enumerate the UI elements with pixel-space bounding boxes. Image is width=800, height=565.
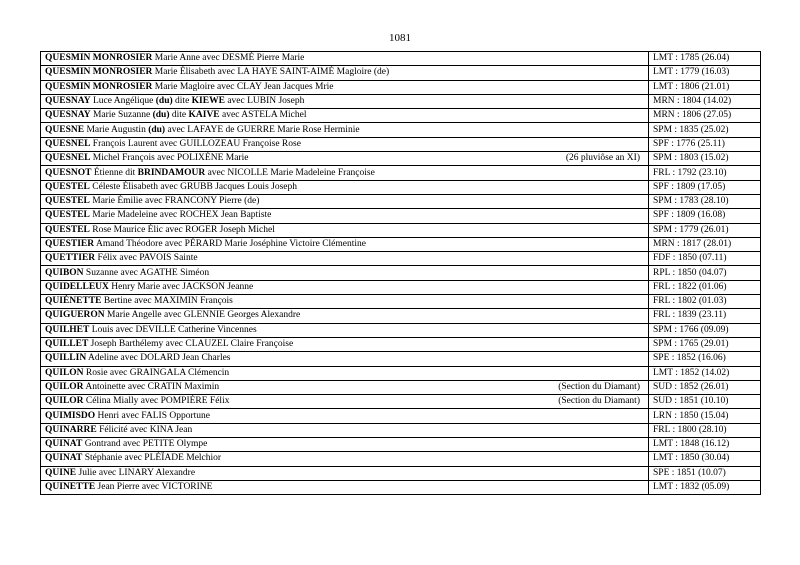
entry-text: Antoinette avec CRATIN Maximin [83,381,220,392]
reference-cell: LMT : 1832 (05.09) [649,480,761,494]
reference-cell: FRL : 1792 (23.10) [649,166,761,180]
entry-cell [41,109,649,123]
surname: QUILOR [45,396,84,407]
entry-text: Gontrand avec PETITE Olympe [82,439,208,450]
table-row [41,480,761,494]
surname: QUILLIN [45,353,87,364]
reference-cell: MRN : 1804 (14.02) [649,94,761,108]
entry-text: Rose Maurice Élic avec ROGER Joseph Michel [89,224,275,235]
entry-cell [41,309,649,323]
table-row [41,323,761,337]
reference-cell: FRL : 1802 (01.03) [649,295,761,309]
entry-note: (Section du Diamant) [558,396,640,407]
reference-cell: FRL : 1839 (23.11) [649,309,761,323]
entry-text: Marie Émilie avec FRANCONY Pierre (de) [89,196,260,207]
entry-text: Louis avec DEVILLE Catherine Vincennes [89,324,257,335]
reference-cell: SPF : 1809 (16.08) [649,209,761,223]
surname: QUIBON [45,267,84,278]
entry-text: François Laurent avec GUILLOZEAU Françoise Rose [90,138,301,149]
reference-cell: SPM : 1835 (25.02) [649,123,761,137]
table-row [41,252,761,266]
reference-cell: LMT : 1779 (16.03) [649,66,761,80]
surname: QUESMIN MONROSIER [45,53,153,64]
surname: QUILLET [45,339,89,350]
reference-cell: RPL : 1850 (04.07) [649,266,761,280]
table-row [41,223,761,237]
surname: QUESTIER [45,239,95,249]
table-row [41,209,761,223]
table-row [41,52,761,66]
table-row [41,137,761,151]
entry-text: Jean Pierre avec VICTORINE [95,482,213,493]
reference-cell: SUD : 1852 (26.01) [649,380,761,394]
reference-cell: SPM : 1765 (29.01) [649,337,761,351]
entry-text: Amand Théodore avec PÉRARD Marie Joséphine Victoire Clémentine [94,239,366,249]
reference-cell: LMT : 1850 (30.04) [649,452,761,466]
entry-cell [41,352,649,366]
entry-cell [41,194,649,208]
entry-note: (26 pluviôse an XI) [565,153,640,164]
reference-cell: SPE : 1852 (16.06) [649,352,761,366]
reference-cell: FDF : 1850 (07.11) [649,252,761,266]
entry-text: Marie Élisabeth avec LA HAYE SAINT-AIMÉ Magloire (de) [152,67,390,78]
table-row [41,452,761,466]
entry-cell [41,438,649,452]
surname: QUILHET [45,324,90,335]
entry-cell [41,423,649,437]
table-row [41,352,761,366]
reference-cell: SPM : 1783 (28.10) [649,194,761,208]
table-row [41,237,761,251]
entry-text: Julie avec LINARY Alexandre [76,467,196,478]
reference-cell: MRN : 1817 (28.01) [649,237,761,251]
table-row [41,123,761,137]
surname: QUESTEL [45,181,90,192]
entry-cell [41,137,649,151]
entry-cell [41,452,649,466]
reference-cell: MRN : 1806 (27.05) [649,109,761,123]
reference-cell: LMT : 1806 (21.01) [649,80,761,94]
table-row [41,366,761,380]
reference-cell: SPF : 1776 (25.11) [649,137,761,151]
page-number: 1081 [389,32,411,44]
entry-text: Luce Angélique (du) dite KIEWE avec LUBIN Joseph [90,96,305,107]
surname: QUESNEL [45,138,91,149]
table-row [41,380,761,394]
surname: QUESTEL [45,210,90,221]
entry-note: (Section du Diamant) [558,381,640,392]
entry-cell [41,380,649,394]
entry-cell [41,237,649,251]
table-row [41,80,761,94]
entry-text: Marie Angelle avec GLENNIE Georges Alexandre [104,310,301,321]
entry-text: Rosie avec GRAINGALA Clémencin [83,367,230,378]
surname: QUINAT [45,453,83,464]
table-row [41,66,761,80]
table-row [41,466,761,480]
reference-cell: FRL : 1822 (01.06) [649,280,761,294]
surname: QUINE [45,467,77,478]
entry-text: Félicité avec KINA Jean [96,424,193,435]
table-row [41,409,761,423]
entry-text: Étienne dit BRINDAMOUR avec NICOLLE Marie Madeleine Françoise [91,167,375,178]
entry-cell [41,480,649,494]
table-row [41,166,761,180]
reference-cell: SUD : 1851 (10.10) [649,395,761,409]
surname: QUESTEL [45,224,90,235]
reference-cell: SPM : 1779 (26.01) [649,223,761,237]
entry-text: Michel François avec POLIXÈNE Marie [90,153,249,164]
entry-cell [41,337,649,351]
table-row [41,94,761,108]
surname: QUESTEL [45,196,90,207]
surname: QUIÉNETTE [45,296,102,307]
table-row [41,337,761,351]
surname: QUESNAY [45,96,91,107]
surname: QUESNAY [45,110,91,121]
table-row [41,295,761,309]
reference-cell: SPE : 1851 (10.07) [649,466,761,480]
entry-cell [41,280,649,294]
entry-cell [41,395,649,409]
reference-cell: LRN : 1850 (15.04) [649,409,761,423]
surname: QUESNE [45,124,85,135]
entry-text: Marie Augustin (du) avec LAFAYE de GUERRE Marie Rose Herminie [84,124,360,135]
entry-text: Bertine avec MAXIMIN François [101,296,233,307]
entry-text: Céleste Élisabeth avec GRUBB Jacques Louis Joseph [89,181,298,192]
table-row [41,423,761,437]
surname: QUIGUERON [45,310,105,321]
entry-cell [41,266,649,280]
entry-cell [41,466,649,480]
surname: QUIMISDO [45,410,96,421]
entry-text: Henri avec FALIS Opportune [95,410,211,421]
surname: QUETTIER [45,253,96,264]
reference-cell: LMT : 1852 (14.02) [649,366,761,380]
surname: QUINAT [45,439,83,450]
table-row [41,395,761,409]
marriage-registry-table [40,51,761,495]
entry-cell [41,52,649,66]
entry-cell [41,180,649,194]
entry-text: Marie Anne avec DESMÉ Pierre Marie [152,53,305,64]
entry-cell [41,80,649,94]
entry-text: Marie Suzanne (du) dite KAIVE avec ASTELA Michel [90,110,307,121]
entry-text: Joseph Barthélemy avec CLAUZEL Claire Françoise [88,339,294,350]
surname: QUESNOT [45,167,92,178]
entry-cell [41,252,649,266]
surname: QUILON [45,367,84,378]
surname: QUINARRE [45,424,97,435]
reference-cell: LMT : 1785 (26.04) [649,52,761,66]
entry-text: Marie Magloire avec CLAY Jean Jacques Mrie [152,81,334,92]
entry-cell [41,94,649,108]
entry-cell [41,409,649,423]
entry-cell [41,66,649,80]
surname: QUESMIN MONROSIER [45,81,153,92]
surname: QUESMIN MONROSIER [45,67,153,78]
table-row [41,152,761,166]
entry-cell [41,152,649,166]
registry-body [41,52,761,495]
entry-cell [41,209,649,223]
reference-cell: SPM : 1766 (09.09) [649,323,761,337]
entry-cell [41,166,649,180]
entry-cell [41,123,649,137]
entry-text: Félix avec PAVOIS Sainte [95,253,198,264]
surname: QUIDELLEUX [45,281,109,292]
entry-cell [41,223,649,237]
entry-cell [41,323,649,337]
reference-cell: LMT : 1848 (16.12) [649,438,761,452]
table-row [41,109,761,123]
table-row [41,180,761,194]
surname: QUILOR [45,381,84,392]
reference-cell: FRL : 1800 (28.10) [649,423,761,437]
table-row [41,280,761,294]
table-row [41,309,761,323]
surname: QUINETTE [45,482,96,493]
entry-text: Célina Mially avec POMPIÈRE Félix [83,396,230,407]
entry-text: Marie Madeleine avec ROCHEX Jean Baptiste [89,210,272,221]
entry-cell [41,295,649,309]
entry-text: Suzanne avec AGATHE Siméon [83,267,210,278]
entry-text: Henry Marie avec JACKSON Jeanne [108,281,254,292]
table-row [41,266,761,280]
entry-text: Stéphanie avec PLÉÏADE Melchior [82,453,222,464]
reference-cell: SPF : 1809 (17.05) [649,180,761,194]
surname: QUESNEL [45,153,91,164]
table-row [41,194,761,208]
reference-cell: SPM : 1803 (15.02) [649,152,761,166]
entry-text: Adeline avec DOLARD Jean Charles [86,353,231,364]
table-row [41,438,761,452]
entry-cell [41,366,649,380]
